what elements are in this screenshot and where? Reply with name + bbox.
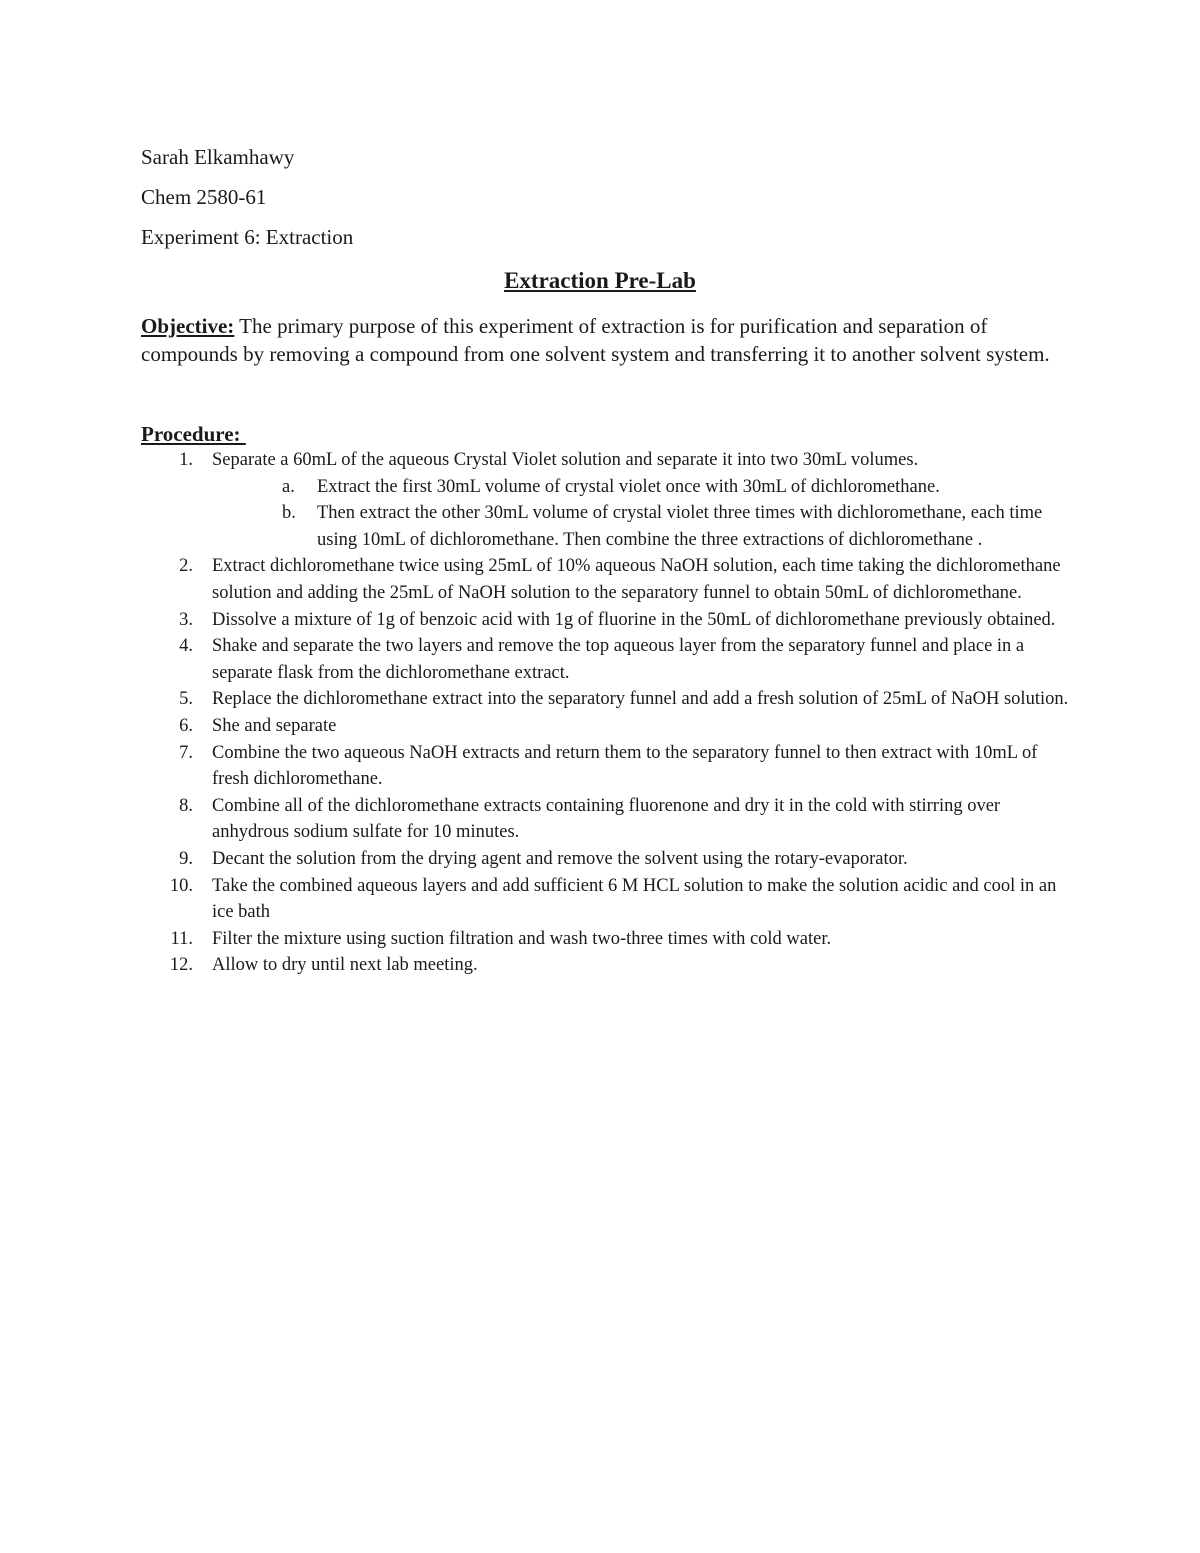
procedure-substep <box>141 474 1071 501</box>
step-number: 3. <box>179 609 193 630</box>
step-number: 11. <box>170 928 193 949</box>
substep-letter: b. <box>282 503 296 524</box>
procedure-substep <box>141 500 1071 553</box>
procedure-step <box>141 447 1071 474</box>
procedure-list <box>141 447 1071 979</box>
course-code: Chem 2580-61 <box>141 185 267 209</box>
step-number: 1. <box>179 450 193 470</box>
step-number: 10. <box>169 875 193 896</box>
step-text: Shake and separate the two layers and remove the top aqueous layer from the separatory funnel and place in a separate flask from the dichloromethane extract. <box>212 636 1025 683</box>
step-number: 5. <box>179 689 193 710</box>
step-number: 7. <box>179 742 193 763</box>
procedure-step <box>141 740 1071 793</box>
objective-text: The primary purpose of this experiment of extraction is for purification and separation of compounds by removing a compound from one solvent system and transferring it to another solvent system. <box>141 314 1050 366</box>
step-number: 2. <box>179 556 193 577</box>
objective-paragraph <box>141 312 1061 368</box>
step-text: Combine the two aqueous NaOH extracts and return them to the separatory funnel to then extract with 10mL of fresh dichloromethane. <box>212 742 1038 790</box>
procedure-step <box>141 873 1071 926</box>
author-name: Sarah Elkamhawy <box>141 145 295 169</box>
procedure-step <box>141 846 1071 873</box>
step-text: Replace the dichloromethane extract into the separatory funnel and add a fresh solution of 25mL of NaOH solution. <box>212 689 1069 710</box>
procedure-step <box>141 686 1071 713</box>
step-text: Combine all of the dichloromethane extracts containing fluorenone and dry it in the cold with stirring over anhydrous sodium sulfate for 10 minutes. <box>212 795 1001 843</box>
substep-text: Extract the first 30mL volume of crystal violet once with 30mL of dichloromethane. <box>317 476 940 497</box>
step-number: 4. <box>179 636 193 657</box>
step-text: Dissolve a mixture of 1g of benzoic acid with 1g of fluorine in the 50mL of dichloromethane previously obtained. <box>212 609 1056 630</box>
procedure-step <box>141 793 1071 846</box>
step-text: She and separate <box>212 715 337 736</box>
step-text: Allow to dry until next lab meeting. <box>212 955 478 976</box>
procedure-step <box>141 633 1071 686</box>
step-number: 6. <box>179 715 193 736</box>
step-number: 8. <box>179 795 193 816</box>
objective-label: Objective: <box>141 314 235 338</box>
procedure-step <box>141 713 1071 740</box>
step-text: Extract dichloromethane twice using 25mL of 10% aqueous NaOH solution, each time taking the dichloromethane solution and adding the 25mL of NaOH solution to the separatory funnel to obtain 50mL of dichloromethane. <box>212 556 1061 603</box>
procedure-step <box>141 607 1071 634</box>
step-text: Take the combined aqueous layers and add sufficient 6 M HCL solution to make the solution acidic and cool in an ice bath <box>212 875 1057 923</box>
step-text: Separate a 60mL of the aqueous Crystal Violet solution and separate it into two 30mL volumes. <box>212 450 919 470</box>
step-text: Decant the solution from the drying agent and remove the solvent using the rotary-evaporator. <box>212 848 908 869</box>
substep-text: Then extract the other 30mL volume of crystal violet three times with dichloromethane, each time using 10mL of dichloromethane. Then combine the three extractions of dichloromethane . <box>317 503 1043 550</box>
experiment-label: Experiment 6: Extraction <box>141 225 354 249</box>
substep-letter: a. <box>282 476 295 497</box>
procedure-heading: Procedure: <box>141 422 246 446</box>
procedure-step <box>141 952 1071 979</box>
step-text: Filter the mixture using suction filtration and wash two-three times with cold water. <box>212 928 832 949</box>
procedure-step <box>141 553 1071 606</box>
step-number: 12. <box>169 955 193 976</box>
step-number: 9. <box>179 848 193 869</box>
document-title: Extraction Pre-Lab <box>504 268 696 293</box>
procedure-step <box>141 926 1071 953</box>
